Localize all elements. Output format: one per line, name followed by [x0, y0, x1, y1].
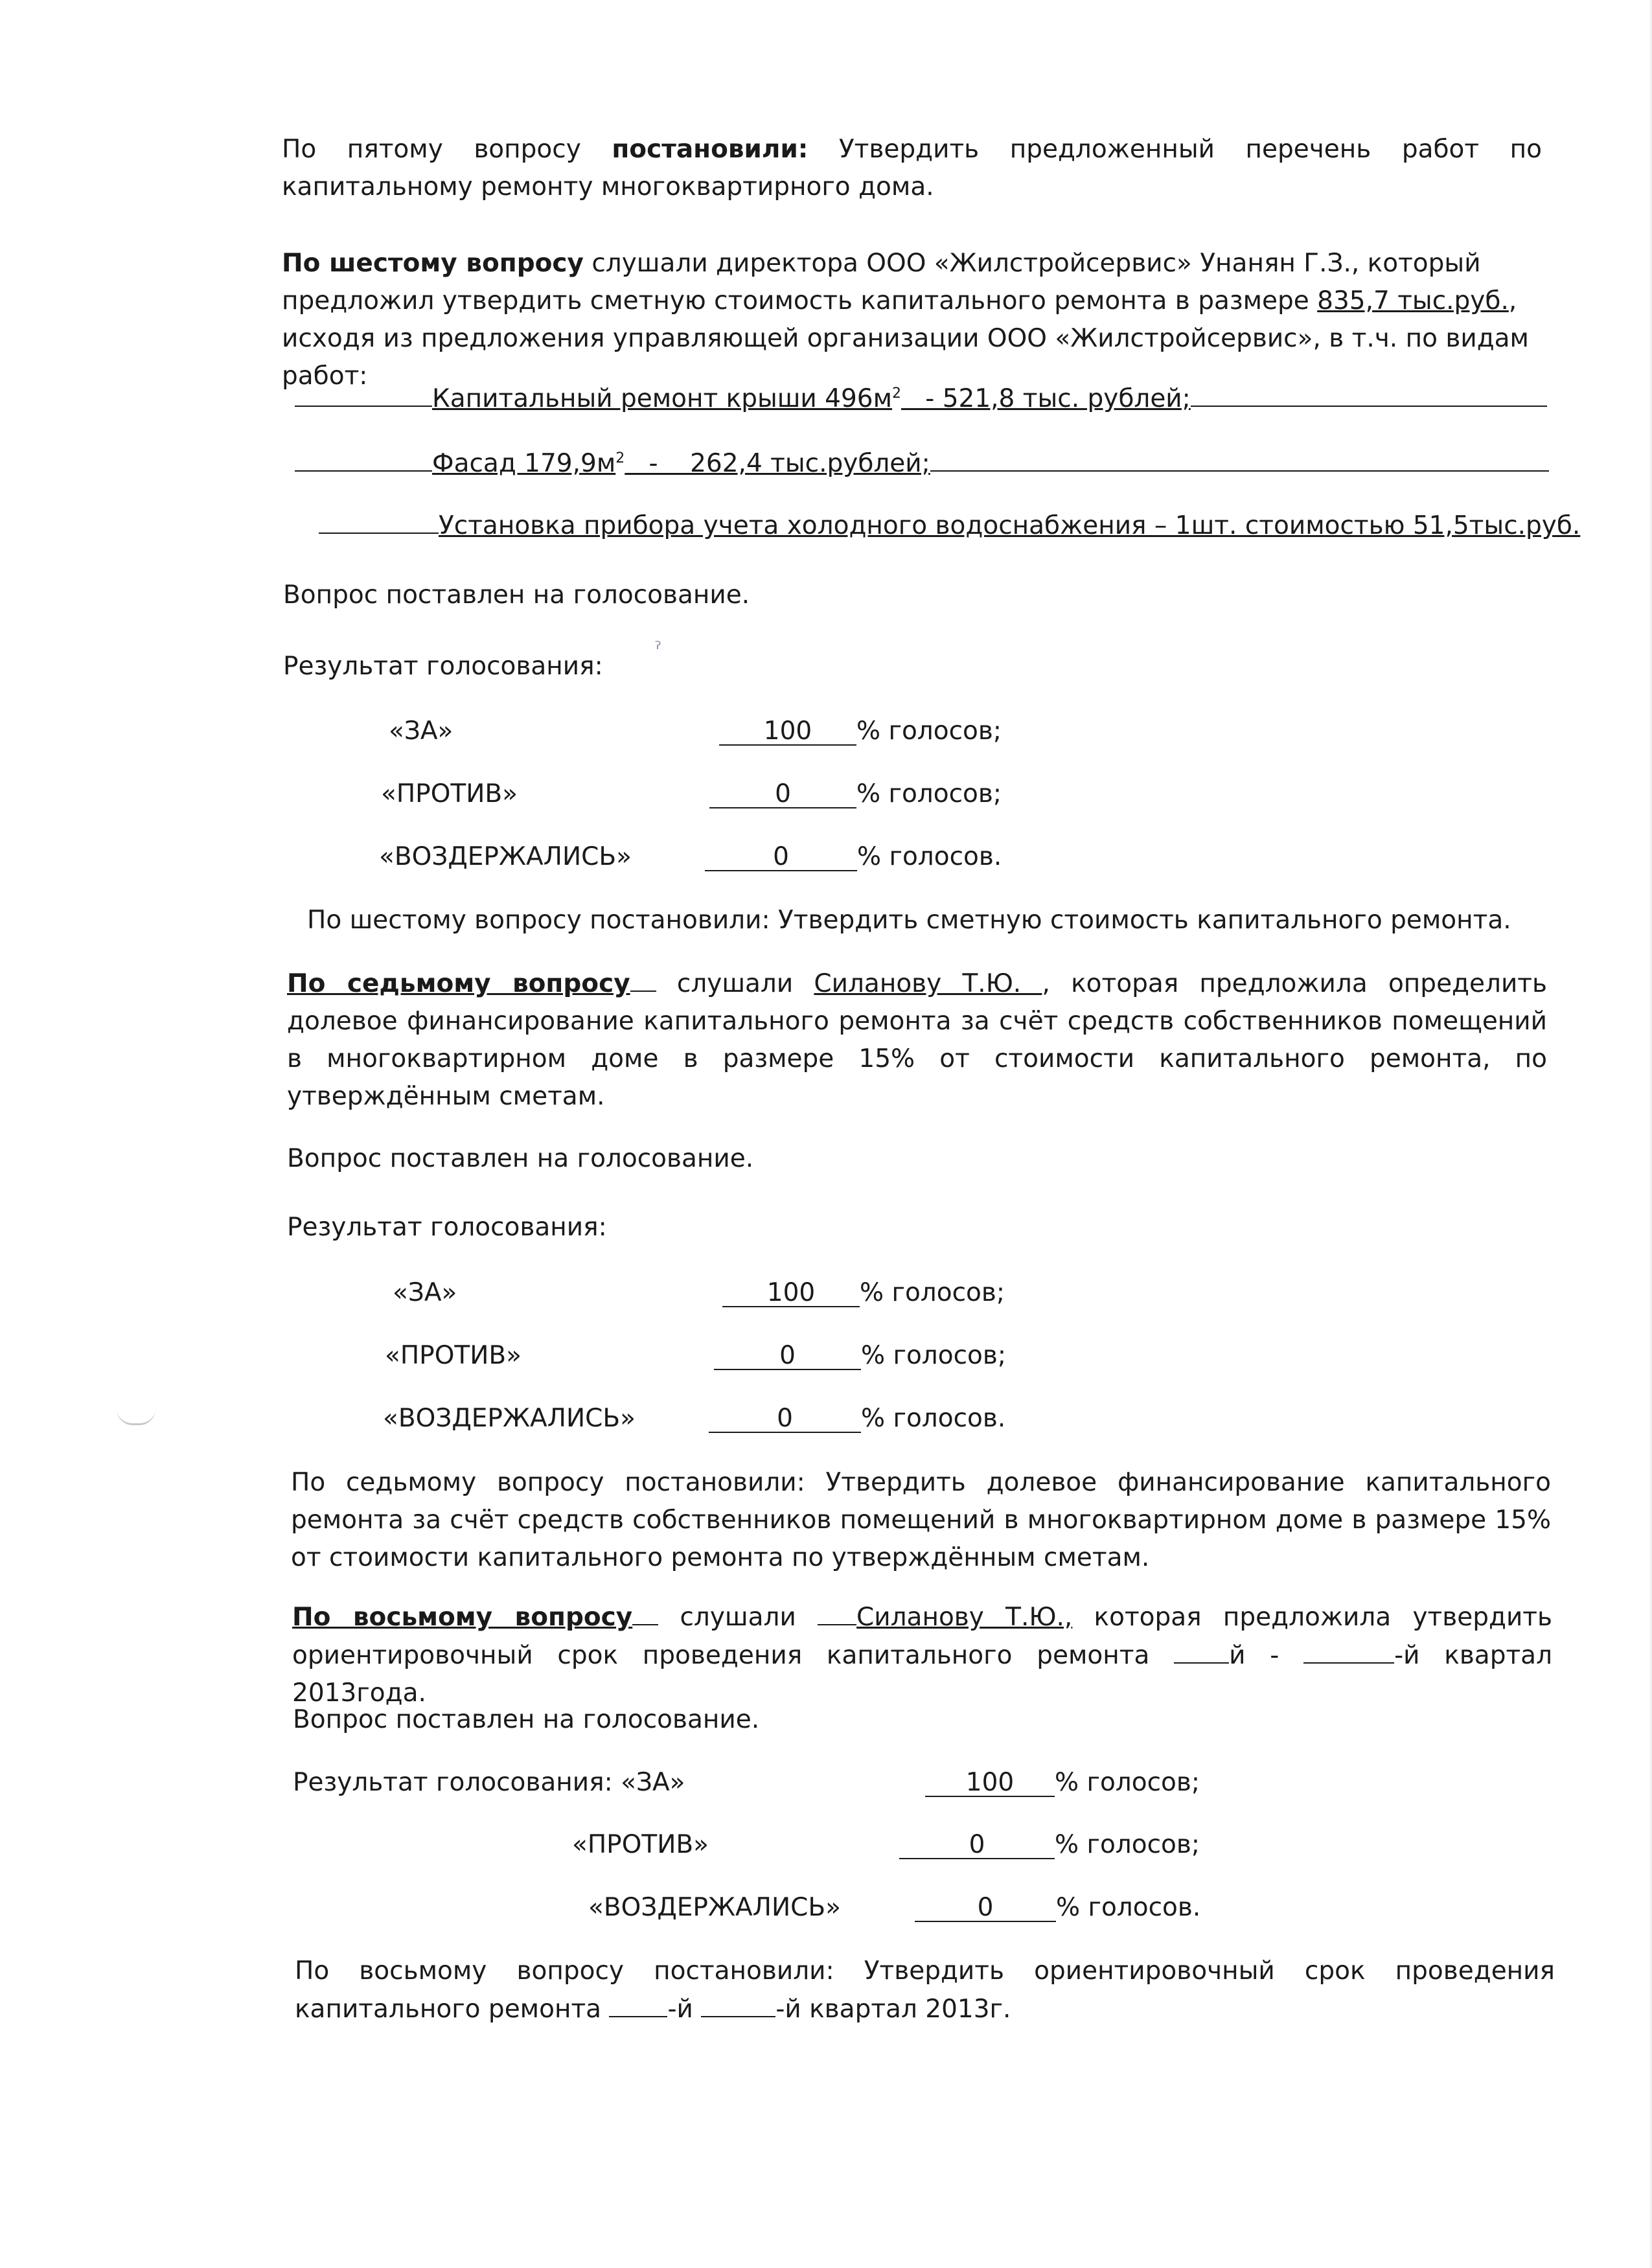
q8-vote-against-value	[899, 1826, 1200, 1864]
q7-heard-paragraph	[287, 965, 1547, 1116]
work-item-tail: - 521,8 тыс. рублей;	[901, 384, 1191, 413]
q6-vote-abstain-label: «ВОЗДЕРЖАЛИСЬ»	[379, 842, 632, 871]
underline-gap	[632, 1601, 658, 1625]
q8-vote-abstain-label: «ВОЗДЕРЖАЛИСЬ»	[588, 1893, 841, 1922]
q7-heading: По седьмому вопросу	[287, 969, 630, 998]
pen-mark: ˀ	[654, 638, 662, 661]
q6-vote-abstain-percent: 0	[705, 844, 857, 871]
q8-vote-abstain-percent: 0	[915, 1895, 1056, 1922]
work-item-facade	[295, 444, 1549, 483]
q6-vote-for-label: «ЗА»	[389, 716, 453, 746]
q7-vote-abstain-percent: 0	[709, 1406, 861, 1433]
underline-gap	[630, 967, 656, 992]
q5-decision-text: Утвердить предложенный перечень работ по капитальному ремонту многоквартирного дома.	[282, 135, 1543, 201]
underline-gap	[818, 1601, 856, 1625]
q8-heading: По восьмому вопросу	[292, 1603, 633, 1632]
vote-suffix: % голосов.	[861, 1404, 1006, 1433]
q8-vote-for-label: Результат голосования: «ЗА»	[293, 1768, 685, 1797]
q8-decision-text-mid: -й	[667, 1995, 702, 2024]
q8-vote-against-percent: 0	[899, 1832, 1055, 1859]
work-item-text: Установка прибора учета холодного водоснабжения – 1шт. стоимостью 51,5тыс.руб.	[439, 511, 1581, 540]
underline-lead	[295, 444, 432, 472]
q6-heard-paragraph	[282, 245, 1542, 395]
q8-heard-mid: слушали	[658, 1603, 818, 1632]
blank-quarter-to	[701, 1990, 775, 2017]
work-item-sup: 2	[892, 385, 902, 402]
q6-amount: 835,7 тыс.руб.	[1317, 286, 1509, 315]
q6-vote-against-value	[709, 775, 1002, 813]
q7-vote-for-value	[722, 1274, 1005, 1312]
q8-decision-text: По восьмому вопросу постановили: Утвердить ориентировочный срок проведения капитального ремонта	[295, 1956, 1555, 2024]
q6-vote-result-label: Результат голосования:	[283, 652, 603, 681]
q7-vote-put: Вопрос поставлен на голосование.	[287, 1144, 754, 1173]
blank-quarter-from	[609, 1990, 667, 2017]
underline-trail	[930, 444, 1549, 472]
vote-suffix: % голосов;	[856, 779, 1002, 808]
underline-trail	[1191, 380, 1547, 407]
vote-suffix: % голосов;	[1055, 1830, 1200, 1859]
q7-heard-mid: слушали	[656, 969, 814, 998]
q7-vote-against-label: «ПРОТИВ»	[385, 1341, 522, 1370]
scan-smudge	[117, 1409, 155, 1425]
vote-suffix: % голосов;	[1055, 1768, 1200, 1797]
q8-heard-text: которая предложила утвердить ориентировочный срок проведения капитального ремонта	[292, 1603, 1553, 1670]
q6-vote-for-percent: 100	[719, 718, 856, 746]
vote-suffix: % голосов;	[856, 716, 1002, 746]
q6-vote-put: Вопрос поставлен на голосование.	[283, 580, 750, 610]
q5-decision-keyword: постановили:	[612, 135, 809, 164]
q6-heard-text-tail: , исходя из предложения управляющей организации ООО «Жилстройсервис», в т.ч. по видам работ:	[282, 286, 1529, 391]
work-item-sup: 2	[615, 450, 625, 466]
q7-vote-abstain-label: «ВОЗДЕРЖАЛИСЬ»	[383, 1404, 636, 1433]
underline-lead	[319, 507, 439, 534]
q7-vote-for-percent: 100	[722, 1280, 860, 1307]
q8-heard-text-tail: -й квартал 2013года.	[292, 1641, 1552, 1708]
vote-suffix: % голосов.	[857, 842, 1002, 871]
q8-vote-against-label: «ПРОТИВ»	[572, 1830, 709, 1859]
q8-vote-put: Вопрос поставлен на голосование.	[293, 1705, 760, 1734]
blank-quarter-to	[1303, 1636, 1394, 1664]
q6-heard-text: слушали директора ООО «Жилстройсервис» Унанян Г.З., который предложил утвердить сметную стоимость капитального ремонта в размере	[282, 249, 1481, 315]
work-item-roof	[295, 380, 1547, 418]
q8-heard-paragraph	[292, 1599, 1552, 1712]
work-item-text: Фасад 179,9м	[432, 449, 616, 478]
q8-vote-abstain-value	[915, 1889, 1200, 1927]
q6-vote-against-percent: 0	[709, 781, 856, 808]
q6-vote-against-label: «ПРОТИВ»	[381, 779, 518, 808]
vote-suffix: % голосов;	[861, 1341, 1007, 1370]
vote-suffix: % голосов;	[860, 1278, 1005, 1307]
q7-decision: По седьмому вопросу постановили: Утвердить долевое финансирование капитального ремонта за счёт средств собственников помещений в многоквартирном доме в размере 15% от стоимости капитального ремонта по утверждённым сметам.	[291, 1468, 1551, 1572]
vote-suffix: % голосов.	[1056, 1893, 1201, 1922]
q5-decision-prefix: По пятому вопросу	[282, 135, 612, 164]
q7-vote-result-label: Результат голосования:	[287, 1213, 607, 1242]
q7-vote-against-value	[714, 1337, 1006, 1375]
work-item-water-meter	[319, 507, 1580, 545]
q6-vote-abstain-value	[705, 838, 1002, 876]
q6-heading: По шестому вопросу	[282, 249, 584, 278]
q6-decision: По шестому вопросу постановили: Утвердить сметную стоимость капитального ремонта.	[307, 906, 1511, 935]
q7-vote-for-label: «ЗА»	[393, 1278, 457, 1307]
blank-quarter-from	[1174, 1636, 1229, 1664]
work-item-text: Капитальный ремонт крыши 496м	[432, 384, 893, 413]
q7-speaker-name: Силанову Т.Ю.	[814, 969, 1042, 998]
q8-decision-text-tail: -й квартал 2013г.	[775, 1995, 1011, 2024]
q5-decision-paragraph	[282, 131, 1542, 206]
q7-heard-text: , которая предложила определить долевое финансирование капитального ремонта за счёт средств собственников помещений в многоквартирном доме в размере 15% от стоимости капитального ремонта, по утверждённым сметам.	[287, 969, 1547, 1111]
q8-decision	[295, 1953, 1555, 2028]
q8-heard-text-mid: й -	[1229, 1641, 1304, 1670]
work-item-tail: - 262,4 тыс.рублей;	[625, 449, 930, 478]
q6-vote-for-value	[719, 713, 1002, 750]
q8-vote-for-value	[925, 1764, 1200, 1802]
q8-vote-for-percent: 100	[925, 1770, 1055, 1797]
q7-vote-abstain-value	[709, 1400, 1005, 1438]
q7-vote-against-percent: 0	[714, 1343, 861, 1370]
q8-speaker-name: Силанову Т.Ю.,	[856, 1603, 1073, 1632]
underline-lead	[295, 380, 432, 407]
